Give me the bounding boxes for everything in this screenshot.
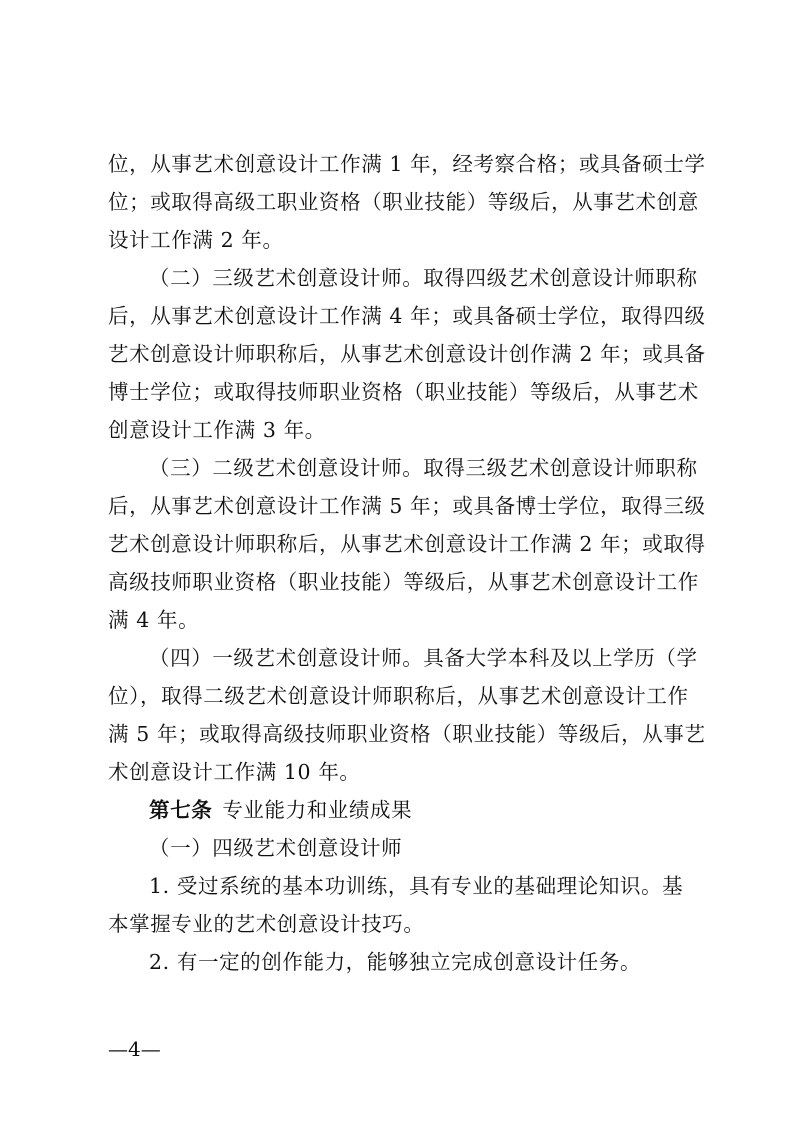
paragraph-level-three-designer (108, 259, 706, 449)
text-line: 术创意设计工作满 10 年。 (108, 760, 361, 784)
text-line: 后，从事艺术创意设计工作满 5 年；或具备博士学位，取得三级 (108, 494, 706, 518)
text-line: 位），取得二级艺术创意设计师职称后，从事艺术创意设计工作 (108, 684, 689, 708)
text-line: 位，从事艺术创意设计工作满 1 年，经考察合格；或具备硕士学 (108, 152, 706, 176)
text-line: 1. 受过系统的基本功训练，具有专业的基础理论知识。基 (149, 874, 684, 898)
text-line: 满 4 年。 (108, 608, 200, 632)
list-item (108, 943, 706, 981)
list-item (108, 867, 706, 943)
text-line: 位；或取得高级工职业资格（职业技能）等级后，从事艺术创意 (108, 190, 699, 214)
text-line: 博士学位；或取得技师职业资格（职业技能）等级后，从事艺术 (108, 380, 699, 404)
article-heading: 第七条 (149, 798, 213, 822)
text-line: 后，从事艺术创意设计工作满 4 年；或具备硕士学位，取得四级 (108, 304, 706, 328)
article-seven (108, 791, 706, 829)
text-line: 高级技师职业资格（职业技能）等级后，从事艺术创意设计工作 (108, 570, 699, 594)
paragraph-continuation (108, 145, 706, 259)
paragraph-level-one-designer (108, 639, 706, 791)
document-body (108, 145, 706, 981)
paragraph-level-two-designer (108, 449, 706, 639)
subsection-heading (108, 829, 706, 867)
text-line: 满 5 年；或取得高级技师职业资格（职业技能）等级后，从事艺 (108, 722, 706, 746)
subsection-title: （一）四级艺术创意设计师 (149, 836, 403, 860)
text-line: （四）一级艺术创意设计师。具备大学本科及以上学历（学 (149, 646, 698, 670)
text-line: （二）三级艺术创意设计师。取得四级艺术创意设计师职称 (149, 266, 698, 290)
text-line: （三）二级艺术创意设计师。取得三级艺术创意设计师职称 (149, 456, 698, 480)
article-title: 专业能力和业绩成果 (222, 798, 413, 822)
text-line: 2. 有一定的创作能力，能够独立完成创意设计任务。 (149, 950, 642, 974)
text-line: 艺术创意设计师职称后，从事艺术创意设计工作满 2 年；或取得 (108, 532, 706, 556)
text-line: 艺术创意设计师职称后，从事艺术创意设计创作满 2 年；或具备 (108, 342, 706, 366)
text-line: 设计工作满 2 年。 (108, 228, 284, 252)
text-line: 创意设计工作满 3 年。 (108, 418, 326, 442)
text-line: 本掌握专业的艺术创意设计技巧。 (108, 912, 425, 936)
page-number: —4— (108, 1037, 161, 1061)
